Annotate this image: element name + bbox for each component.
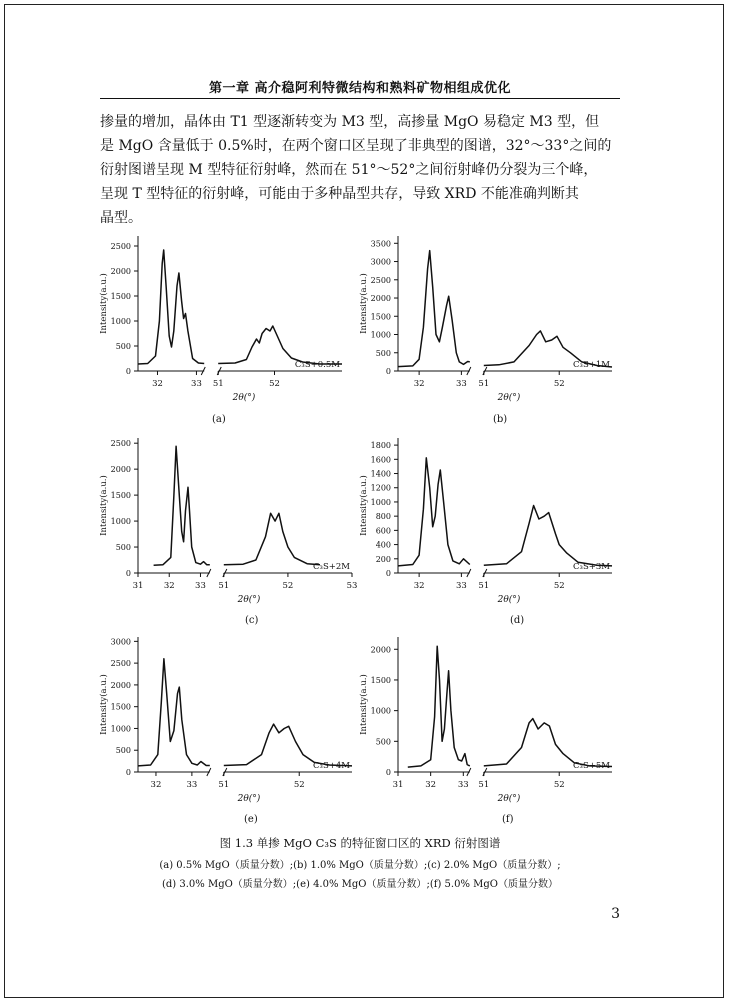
y-tick-label: 2500	[370, 275, 391, 285]
body-line-3: 衍射图谱呈现 M 型特征衍射峰，然而在 51°～52°之间衍射峰仍分裂为三个峰，	[100, 162, 598, 178]
xrd-panel-e	[90, 627, 360, 817]
x-tick-label: 52	[269, 379, 280, 389]
x-tick-label: 51	[218, 581, 230, 591]
body-line-5: 晶型。	[100, 210, 142, 226]
y-tick-label: 2500	[110, 439, 131, 449]
xrd-series-line-left	[398, 251, 470, 367]
x-tick-label: 33	[457, 780, 469, 790]
panel-label-b: (b)	[493, 414, 508, 425]
xrd-series-line-right	[224, 724, 352, 766]
y-tick-label: 2000	[370, 645, 391, 655]
x-tick-label: 33	[455, 379, 467, 389]
page-number: 3	[611, 906, 620, 922]
x-tick-label: 31	[132, 581, 144, 591]
y-tick-label: 500	[375, 737, 391, 747]
y-tick-label: 200	[375, 554, 391, 564]
xrd-series-line-right	[218, 326, 342, 364]
xrd-series-line-left	[408, 646, 470, 767]
y-tick-label: 500	[115, 543, 131, 553]
sample-label: C₃S+1M	[573, 360, 610, 370]
sample-label: C₃S+3M	[573, 562, 610, 572]
x-tick-label: 32	[425, 780, 437, 790]
y-tick-label: 1600	[370, 455, 391, 465]
x-axis-label: 2θ(°)	[232, 393, 256, 403]
x-tick-label: 32	[152, 379, 163, 389]
y-tick-label: 1000	[370, 330, 391, 340]
x-tick-label: 32	[413, 581, 425, 591]
xrd-series-line-right	[484, 719, 612, 767]
y-tick-label: 1200	[370, 483, 391, 493]
y-tick-label: 3500	[370, 239, 391, 249]
y-tick-label: 2500	[110, 659, 131, 669]
y-tick-label: 2000	[110, 267, 131, 276]
y-tick-label: 0	[385, 768, 391, 777]
x-tick-label: 31	[392, 780, 404, 790]
sample-label: C₃S+4M	[313, 761, 350, 771]
y-tick-label: 2000	[370, 294, 391, 304]
x-axis-label: 2θ(°)	[237, 595, 261, 605]
x-tick-label: 51	[478, 581, 490, 591]
figure-legend-line-2: (d) 3.0% MgO（质量分数）;(e) 4.0% MgO（质量分数）;(f) 5.0% MgO（质量分数）	[162, 879, 558, 890]
x-tick-label: 32	[150, 780, 162, 790]
figure-legend-line-1: (a) 0.5% MgO（质量分数）;(b) 1.0% MgO（质量分数）;(c) 2.0% MgO（质量分数）;	[159, 860, 561, 871]
y-tick-label: 0	[125, 367, 131, 376]
x-tick-label: 52	[293, 780, 305, 790]
body-line-1: 掺量的增加，晶体由 T1 型逐渐转变为 M3 型，高掺量 MgO 易稳定 M3 型，但	[100, 114, 600, 130]
y-tick-label: 1400	[370, 469, 391, 479]
header-rule	[100, 98, 620, 99]
x-axis-label: 2θ(°)	[497, 794, 521, 804]
x-tick-label: 51	[478, 780, 490, 790]
x-tick-label: 52	[282, 581, 294, 591]
sample-label: C₃S+2M	[313, 562, 350, 572]
y-tick-label: 400	[375, 540, 391, 550]
panel-label-f: (f)	[502, 814, 514, 825]
xrd-panel-b	[350, 226, 620, 416]
y-tick-label: 1500	[370, 675, 391, 685]
x-tick-label: 52	[553, 581, 565, 591]
y-tick-label: 1800	[370, 441, 391, 451]
x-axis-label: 2θ(°)	[237, 794, 261, 804]
x-tick-label: 51	[212, 379, 224, 389]
xrd-series-line-left	[138, 250, 204, 364]
xrd-panel-c	[90, 428, 360, 618]
x-tick-label: 32	[163, 581, 175, 591]
y-tick-label: 600	[375, 526, 391, 536]
y-tick-label: 500	[115, 342, 131, 351]
x-tick-label: 33	[455, 581, 467, 591]
y-tick-label: 2500	[110, 242, 131, 251]
x-tick-label: 53	[346, 581, 358, 591]
y-axis-label: Intensity(a.u.)	[99, 273, 109, 334]
figure-caption: 图 1.3 单掺 MgO C₃S 的特征窗口区的 XRD 衍射图谱	[219, 836, 501, 850]
y-tick-label: 0	[125, 768, 131, 777]
x-tick-label: 52	[553, 379, 565, 389]
y-tick-label: 1000	[110, 517, 131, 527]
y-tick-label: 0	[385, 569, 391, 578]
y-axis-label: Intensity(a.u.)	[99, 674, 109, 735]
y-tick-label: 1000	[370, 497, 391, 507]
body-line-2: 是 MgO 含量低于 0.5%时，在两个窗口区呈现了非典型的图谱，32°～33°之间的	[100, 138, 612, 154]
y-tick-label: 0	[125, 569, 131, 578]
x-tick-label: 52	[553, 780, 565, 790]
y-tick-label: 800	[375, 512, 391, 522]
xrd-series-line-right	[224, 513, 320, 564]
y-tick-label: 500	[115, 746, 131, 756]
xrd-panel-f	[350, 627, 620, 817]
x-tick-label: 33	[191, 379, 202, 389]
y-tick-label: 0	[385, 367, 391, 376]
xrd-panel-a	[90, 226, 350, 416]
y-tick-label: 1500	[370, 312, 391, 322]
y-tick-label: 1000	[370, 706, 391, 716]
running-header: 第一章 高介稳阿利特微结构和熟料矿物相组成优化	[208, 81, 512, 96]
panel-label-a: (a)	[212, 414, 226, 425]
sample-label: C₃S+0.5M	[294, 360, 340, 370]
xrd-panel-d	[350, 428, 620, 618]
y-tick-label: 500	[375, 348, 391, 358]
y-tick-label: 1500	[110, 491, 131, 501]
y-tick-label: 1500	[110, 702, 131, 712]
x-tick-label: 32	[413, 379, 425, 389]
y-axis-label: Intensity(a.u.)	[359, 674, 369, 735]
y-axis-label: Intensity(a.u.)	[359, 475, 369, 536]
y-tick-label: 3000	[370, 257, 391, 267]
y-tick-label: 1000	[110, 317, 131, 326]
y-axis-label: Intensity(a.u.)	[99, 475, 109, 536]
y-tick-label: 1500	[110, 292, 131, 301]
x-tick-label: 33	[186, 780, 198, 790]
panel-label-c: (c)	[245, 615, 259, 626]
xrd-series-line-left	[398, 458, 470, 566]
y-tick-label: 2000	[110, 465, 131, 475]
x-axis-label: 2θ(°)	[497, 393, 521, 403]
body-line-4: 呈现 T 型特征的衍射峰，可能由于多种晶型共存，导致 XRD 不能准确判断其	[100, 186, 579, 202]
xrd-series-line-left	[154, 446, 210, 565]
y-tick-label: 3000	[110, 637, 131, 647]
panel-label-d: (d)	[510, 615, 525, 626]
x-tick-label: 33	[195, 581, 206, 591]
x-tick-label: 51	[478, 379, 490, 389]
panel-label-e: (e)	[244, 814, 258, 825]
sample-label: C₃S+5M	[573, 761, 610, 771]
y-axis-label: Intensity(a.u.)	[359, 273, 369, 334]
y-tick-label: 2000	[110, 680, 131, 690]
xrd-series-line-left	[138, 659, 210, 766]
xrd-series-line-right	[484, 506, 612, 566]
y-tick-label: 1000	[110, 724, 131, 734]
x-tick-label: 51	[218, 780, 230, 790]
x-axis-label: 2θ(°)	[497, 595, 521, 605]
